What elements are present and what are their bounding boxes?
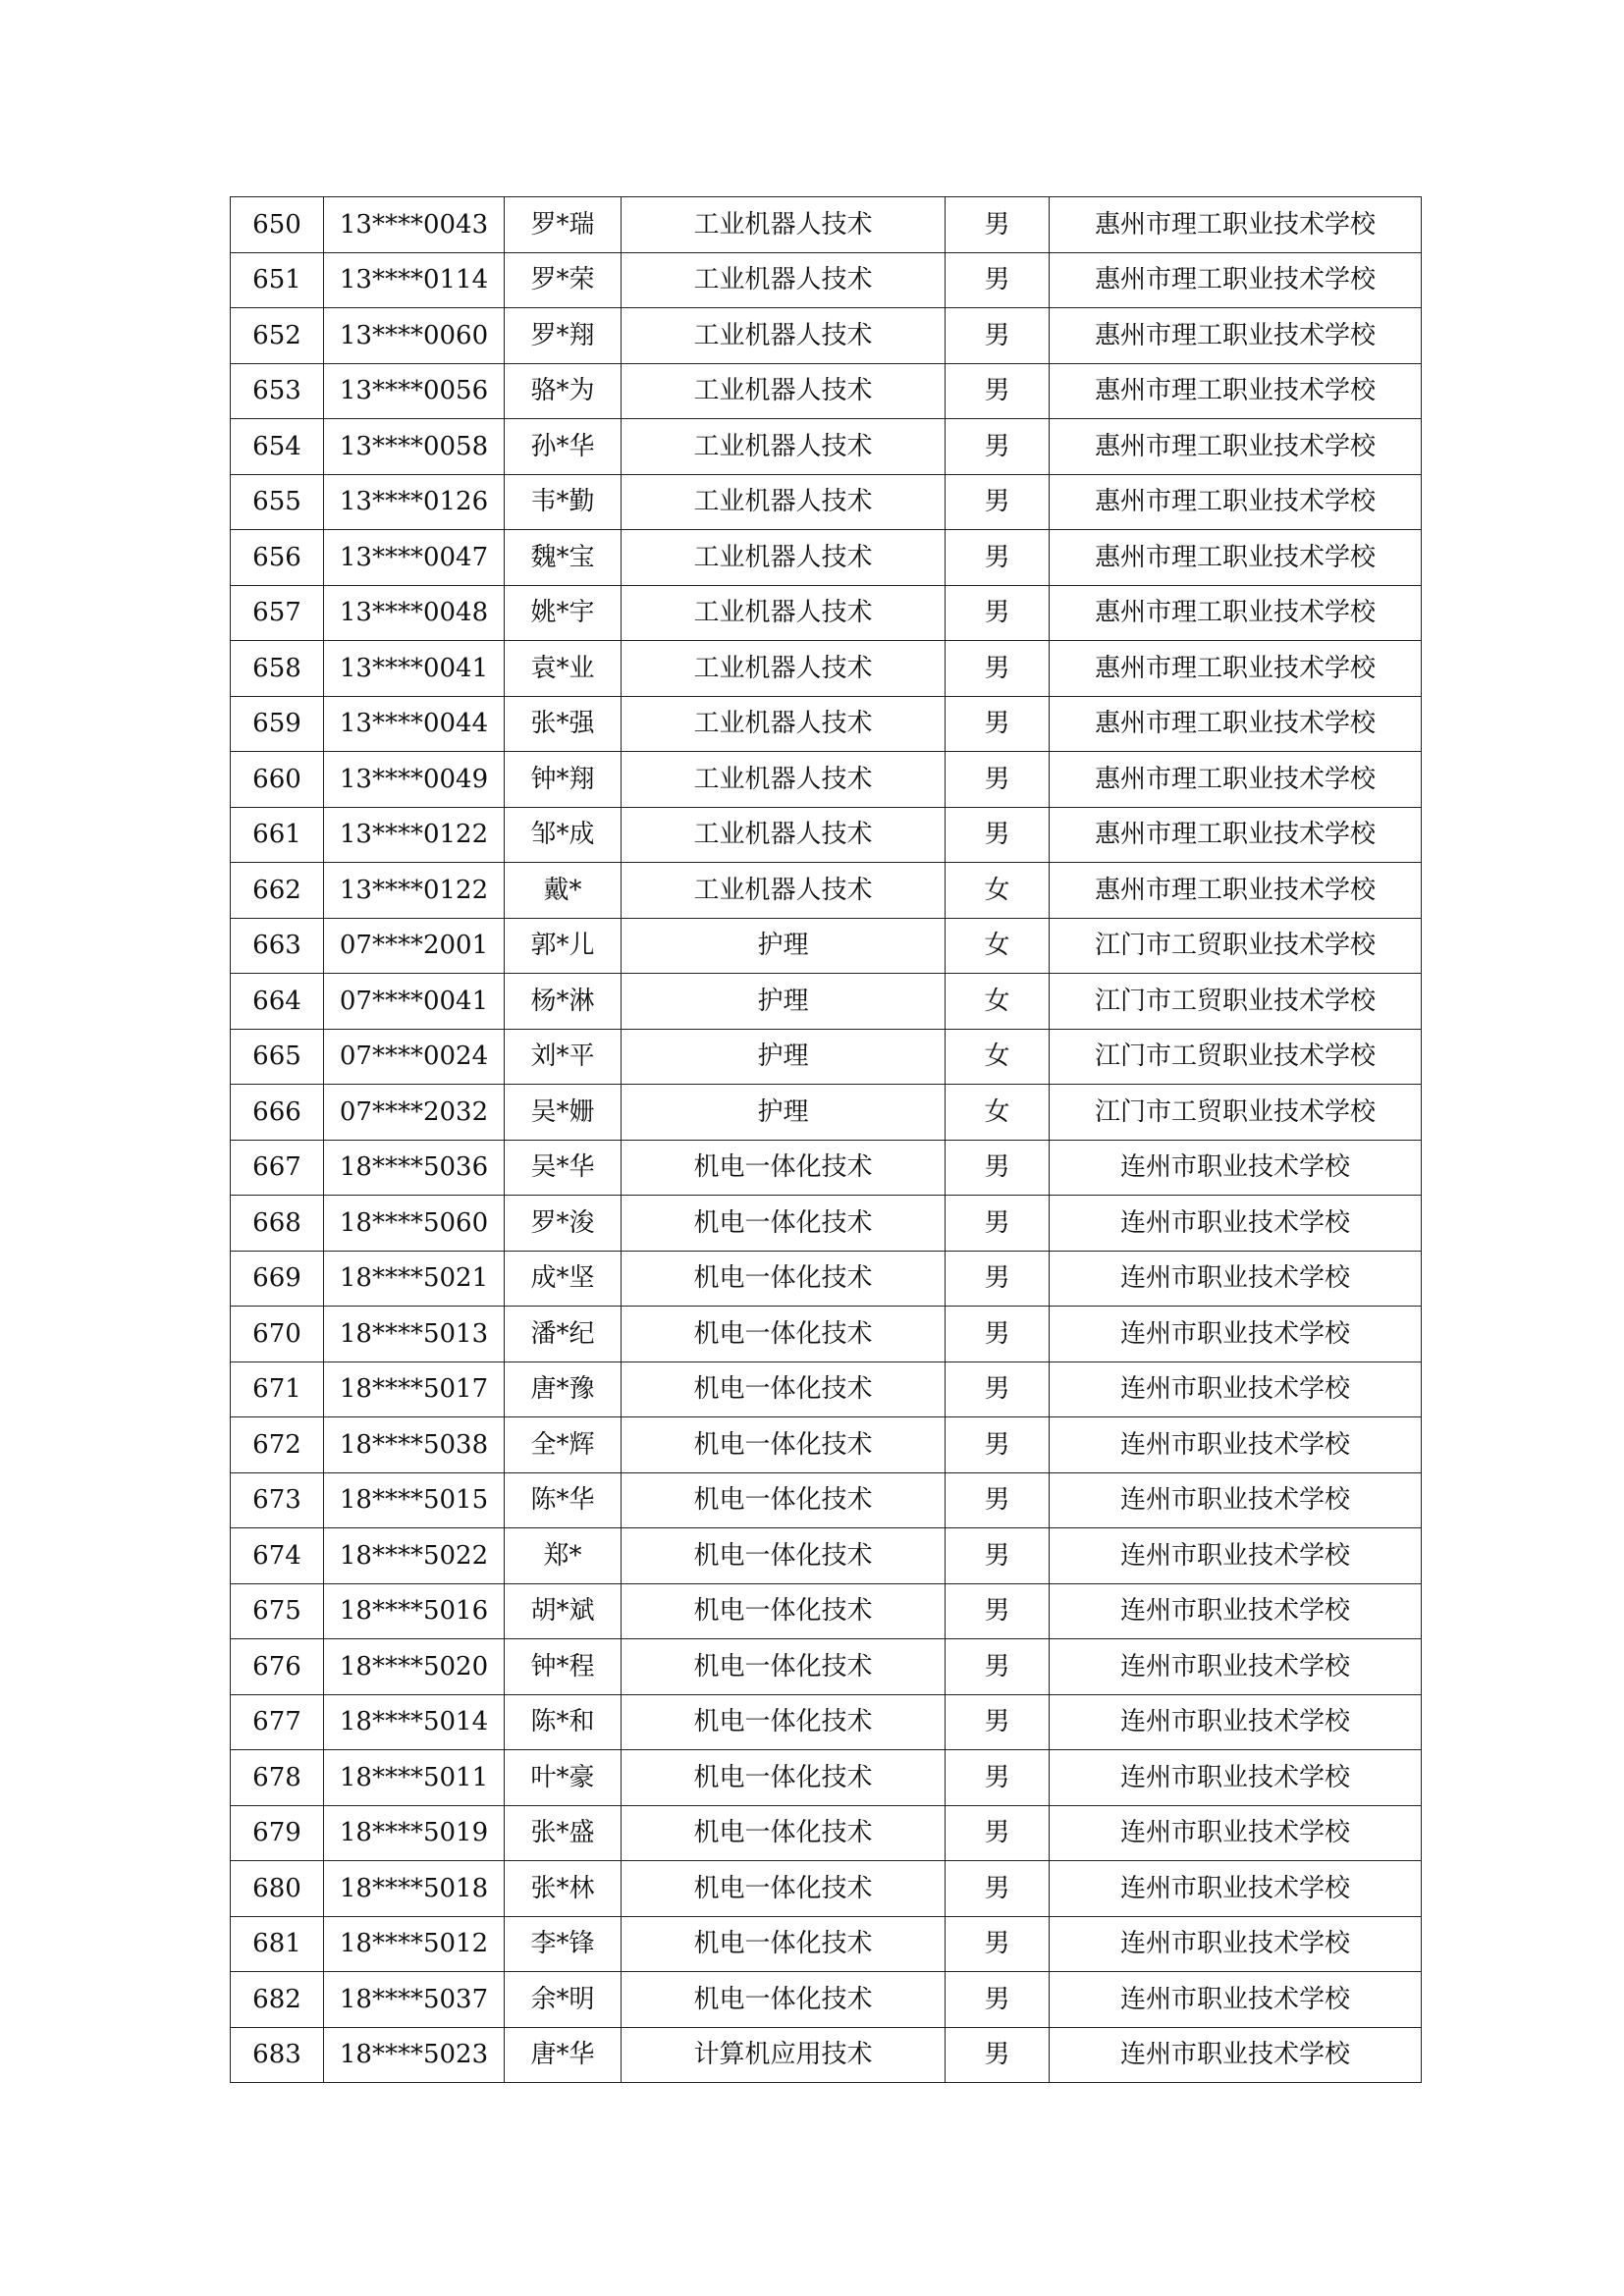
candidate-id-cell: 07****0024 [324,1029,505,1085]
row-number-cell: 661 [231,807,324,863]
student-roster-table [230,196,1422,2083]
table-row [231,1251,1422,1307]
gender-cell: 男 [946,1750,1050,1806]
gender-cell: 男 [946,585,1050,641]
candidate-id-cell: 18****5018 [324,1861,505,1917]
table-row [231,363,1422,419]
major-cell: 机电一体化技术 [622,1362,946,1417]
candidate-id-cell: 13****0058 [324,419,505,475]
major-cell: 机电一体化技术 [622,1528,946,1584]
major-cell: 机电一体化技术 [622,1583,946,1639]
school-cell: 惠州市理工职业技术学校 [1050,252,1422,308]
row-number-cell: 653 [231,363,324,419]
row-number-cell: 682 [231,1972,324,2028]
candidate-id-cell: 18****5038 [324,1417,505,1473]
table-row [231,308,1422,364]
table-row [231,1528,1422,1584]
gender-cell: 男 [946,752,1050,808]
major-cell: 工业机器人技术 [622,197,946,253]
major-cell: 机电一体化技术 [622,1251,946,1307]
student-name-cell: 潘*纪 [505,1307,622,1362]
student-name-cell: 罗*荣 [505,252,622,308]
student-name-cell: 钟*翔 [505,752,622,808]
candidate-id-cell: 13****0122 [324,807,505,863]
row-number-cell: 662 [231,863,324,919]
student-name-cell: 余*明 [505,1972,622,2028]
school-cell: 惠州市理工职业技术学校 [1050,585,1422,641]
student-name-cell: 罗*瑞 [505,197,622,253]
major-cell: 工业机器人技术 [622,363,946,419]
student-name-cell: 吴*华 [505,1140,622,1196]
table-row [231,585,1422,641]
major-cell: 护理 [622,1085,946,1141]
candidate-id-cell: 13****0041 [324,641,505,697]
candidate-id-cell: 18****5036 [324,1140,505,1196]
major-cell: 工业机器人技术 [622,585,946,641]
gender-cell: 男 [946,1417,1050,1473]
candidate-id-cell: 13****0047 [324,530,505,586]
school-cell: 连州市职业技术学校 [1050,1251,1422,1307]
row-number-cell: 658 [231,641,324,697]
major-cell: 机电一体化技术 [622,1307,946,1362]
table-row [231,1029,1422,1085]
major-cell: 机电一体化技术 [622,1140,946,1196]
school-cell: 江门市工贸职业技术学校 [1050,974,1422,1030]
gender-cell: 男 [946,1528,1050,1584]
gender-cell: 男 [946,197,1050,253]
table-row [231,918,1422,974]
major-cell: 计算机应用技术 [622,2027,946,2083]
school-cell: 连州市职业技术学校 [1050,1417,1422,1473]
row-number-cell: 670 [231,1307,324,1362]
school-cell: 连州市职业技术学校 [1050,1972,1422,2028]
candidate-id-cell: 18****5023 [324,2027,505,2083]
gender-cell: 男 [946,807,1050,863]
school-cell: 惠州市理工职业技术学校 [1050,197,1422,253]
school-cell: 惠州市理工职业技术学校 [1050,474,1422,530]
candidate-id-cell: 07****2001 [324,918,505,974]
major-cell: 机电一体化技术 [622,1972,946,2028]
row-number-cell: 660 [231,752,324,808]
candidate-id-cell: 13****0060 [324,308,505,364]
table-row [231,1417,1422,1473]
table-row [231,1085,1422,1141]
major-cell: 机电一体化技术 [622,1639,946,1695]
row-number-cell: 669 [231,1251,324,1307]
student-name-cell: 姚*宇 [505,585,622,641]
table-row [231,641,1422,697]
student-name-cell: 郭*儿 [505,918,622,974]
row-number-cell: 657 [231,585,324,641]
table-row [231,1583,1422,1639]
student-name-cell: 陈*华 [505,1472,622,1528]
student-name-cell: 魏*宝 [505,530,622,586]
candidate-id-cell: 07****2032 [324,1085,505,1141]
gender-cell: 男 [946,530,1050,586]
gender-cell: 女 [946,863,1050,919]
candidate-id-cell: 07****0041 [324,974,505,1030]
student-name-cell: 邹*成 [505,807,622,863]
row-number-cell: 676 [231,1639,324,1695]
major-cell: 机电一体化技术 [622,1417,946,1473]
major-cell: 护理 [622,974,946,1030]
student-name-cell: 戴* [505,863,622,919]
gender-cell: 男 [946,1307,1050,1362]
gender-cell: 男 [946,1694,1050,1750]
student-name-cell: 刘*平 [505,1029,622,1085]
candidate-id-cell: 18****5013 [324,1307,505,1362]
school-cell: 惠州市理工职业技术学校 [1050,696,1422,752]
school-cell: 惠州市理工职业技术学校 [1050,641,1422,697]
candidate-id-cell: 18****5019 [324,1805,505,1861]
candidate-id-cell: 13****0049 [324,752,505,808]
table-row [231,1639,1422,1695]
table-row [231,1362,1422,1417]
row-number-cell: 655 [231,474,324,530]
school-cell: 连州市职业技术学校 [1050,2027,1422,2083]
table-row [231,1307,1422,1362]
row-number-cell: 666 [231,1085,324,1141]
candidate-id-cell: 18****5022 [324,1528,505,1584]
table-row [231,1750,1422,1806]
table-row [231,807,1422,863]
major-cell: 护理 [622,1029,946,1085]
gender-cell: 男 [946,2027,1050,2083]
table-row [231,863,1422,919]
row-number-cell: 677 [231,1694,324,1750]
school-cell: 江门市工贸职业技术学校 [1050,918,1422,974]
student-name-cell: 张*盛 [505,1805,622,1861]
gender-cell: 女 [946,974,1050,1030]
student-name-cell: 袁*业 [505,641,622,697]
school-cell: 连州市职业技术学校 [1050,1639,1422,1695]
gender-cell: 男 [946,696,1050,752]
gender-cell: 男 [946,1472,1050,1528]
school-cell: 连州市职业技术学校 [1050,1694,1422,1750]
candidate-id-cell: 18****5060 [324,1196,505,1252]
candidate-id-cell: 13****0122 [324,863,505,919]
gender-cell: 男 [946,252,1050,308]
major-cell: 护理 [622,918,946,974]
row-number-cell: 667 [231,1140,324,1196]
row-number-cell: 668 [231,1196,324,1252]
school-cell: 惠州市理工职业技术学校 [1050,863,1422,919]
major-cell: 机电一体化技术 [622,1694,946,1750]
row-number-cell: 659 [231,696,324,752]
table-row [231,474,1422,530]
school-cell: 惠州市理工职业技术学校 [1050,308,1422,364]
gender-cell: 男 [946,1583,1050,1639]
school-cell: 连州市职业技术学校 [1050,1307,1422,1362]
row-number-cell: 652 [231,308,324,364]
candidate-id-cell: 13****0056 [324,363,505,419]
school-cell: 惠州市理工职业技术学校 [1050,363,1422,419]
student-name-cell: 骆*为 [505,363,622,419]
school-cell: 连州市职业技术学校 [1050,1196,1422,1252]
candidate-id-cell: 18****5014 [324,1694,505,1750]
major-cell: 工业机器人技术 [622,863,946,919]
row-number-cell: 681 [231,1916,324,1972]
row-number-cell: 678 [231,1750,324,1806]
table-row [231,1972,1422,2028]
gender-cell: 男 [946,474,1050,530]
candidate-id-cell: 18****5021 [324,1251,505,1307]
school-cell: 江门市工贸职业技术学校 [1050,1085,1422,1141]
candidate-id-cell: 18****5015 [324,1472,505,1528]
student-name-cell: 罗*浚 [505,1196,622,1252]
school-cell: 惠州市理工职业技术学校 [1050,530,1422,586]
gender-cell: 男 [946,419,1050,475]
row-number-cell: 650 [231,197,324,253]
row-number-cell: 654 [231,419,324,475]
major-cell: 机电一体化技术 [622,1805,946,1861]
row-number-cell: 651 [231,252,324,308]
student-name-cell: 罗*翔 [505,308,622,364]
school-cell: 连州市职业技术学校 [1050,1583,1422,1639]
major-cell: 机电一体化技术 [622,1861,946,1917]
student-name-cell: 韦*勤 [505,474,622,530]
school-cell: 连州市职业技术学校 [1050,1750,1422,1806]
table-row [231,1916,1422,1972]
row-number-cell: 674 [231,1528,324,1584]
student-name-cell: 李*锋 [505,1916,622,1972]
student-name-cell: 唐*豫 [505,1362,622,1417]
gender-cell: 女 [946,1085,1050,1141]
school-cell: 惠州市理工职业技术学校 [1050,807,1422,863]
major-cell: 工业机器人技术 [622,252,946,308]
school-cell: 连州市职业技术学校 [1050,1916,1422,1972]
table-row [231,2027,1422,2083]
school-cell: 连州市职业技术学校 [1050,1362,1422,1417]
table-row [231,252,1422,308]
gender-cell: 男 [946,1140,1050,1196]
gender-cell: 男 [946,1805,1050,1861]
candidate-id-cell: 13****0114 [324,252,505,308]
student-name-cell: 胡*斌 [505,1583,622,1639]
major-cell: 机电一体化技术 [622,1196,946,1252]
gender-cell: 男 [946,363,1050,419]
table-row [231,197,1422,253]
student-name-cell: 吴*姗 [505,1085,622,1141]
major-cell: 工业机器人技术 [622,641,946,697]
school-cell: 江门市工贸职业技术学校 [1050,1029,1422,1085]
roster-body [231,197,1422,2083]
table-row [231,419,1422,475]
row-number-cell: 679 [231,1805,324,1861]
student-name-cell: 孙*华 [505,419,622,475]
table-row [231,1140,1422,1196]
gender-cell: 女 [946,918,1050,974]
major-cell: 工业机器人技术 [622,419,946,475]
row-number-cell: 656 [231,530,324,586]
candidate-id-cell: 13****0126 [324,474,505,530]
student-name-cell: 成*坚 [505,1251,622,1307]
gender-cell: 男 [946,641,1050,697]
student-name-cell: 叶*豪 [505,1750,622,1806]
row-number-cell: 680 [231,1861,324,1917]
student-name-cell: 张*林 [505,1861,622,1917]
table-row [231,696,1422,752]
student-name-cell: 唐*华 [505,2027,622,2083]
row-number-cell: 683 [231,2027,324,2083]
school-cell: 连州市职业技术学校 [1050,1528,1422,1584]
candidate-id-cell: 13****0043 [324,197,505,253]
table-row [231,752,1422,808]
student-name-cell: 陈*和 [505,1694,622,1750]
row-number-cell: 673 [231,1472,324,1528]
student-name-cell: 杨*淋 [505,974,622,1030]
candidate-id-cell: 18****5017 [324,1362,505,1417]
major-cell: 工业机器人技术 [622,696,946,752]
gender-cell: 男 [946,1972,1050,2028]
table-row [231,1196,1422,1252]
gender-cell: 男 [946,1861,1050,1917]
table-row [231,1472,1422,1528]
candidate-id-cell: 13****0044 [324,696,505,752]
row-number-cell: 665 [231,1029,324,1085]
row-number-cell: 675 [231,1583,324,1639]
school-cell: 连州市职业技术学校 [1050,1472,1422,1528]
major-cell: 工业机器人技术 [622,752,946,808]
student-name-cell: 郑* [505,1528,622,1584]
row-number-cell: 663 [231,918,324,974]
major-cell: 机电一体化技术 [622,1472,946,1528]
row-number-cell: 664 [231,974,324,1030]
table-row [231,1805,1422,1861]
major-cell: 工业机器人技术 [622,807,946,863]
gender-cell: 男 [946,1362,1050,1417]
school-cell: 连州市职业技术学校 [1050,1805,1422,1861]
candidate-id-cell: 18****5016 [324,1583,505,1639]
school-cell: 连州市职业技术学校 [1050,1861,1422,1917]
gender-cell: 男 [946,1251,1050,1307]
gender-cell: 女 [946,1029,1050,1085]
candidate-id-cell: 13****0048 [324,585,505,641]
table-row [231,974,1422,1030]
row-number-cell: 671 [231,1362,324,1417]
row-number-cell: 672 [231,1417,324,1473]
candidate-id-cell: 18****5020 [324,1639,505,1695]
major-cell: 工业机器人技术 [622,308,946,364]
school-cell: 惠州市理工职业技术学校 [1050,419,1422,475]
student-name-cell: 全*辉 [505,1417,622,1473]
candidate-id-cell: 18****5037 [324,1972,505,2028]
major-cell: 机电一体化技术 [622,1750,946,1806]
gender-cell: 男 [946,308,1050,364]
table-row [231,530,1422,586]
table-row [231,1694,1422,1750]
table-row [231,1861,1422,1917]
candidate-id-cell: 18****5011 [324,1750,505,1806]
school-cell: 惠州市理工职业技术学校 [1050,752,1422,808]
gender-cell: 男 [946,1916,1050,1972]
candidate-id-cell: 18****5012 [324,1916,505,1972]
student-name-cell: 钟*程 [505,1639,622,1695]
gender-cell: 男 [946,1639,1050,1695]
major-cell: 工业机器人技术 [622,530,946,586]
major-cell: 工业机器人技术 [622,474,946,530]
school-cell: 连州市职业技术学校 [1050,1140,1422,1196]
student-name-cell: 张*强 [505,696,622,752]
major-cell: 机电一体化技术 [622,1916,946,1972]
gender-cell: 男 [946,1196,1050,1252]
